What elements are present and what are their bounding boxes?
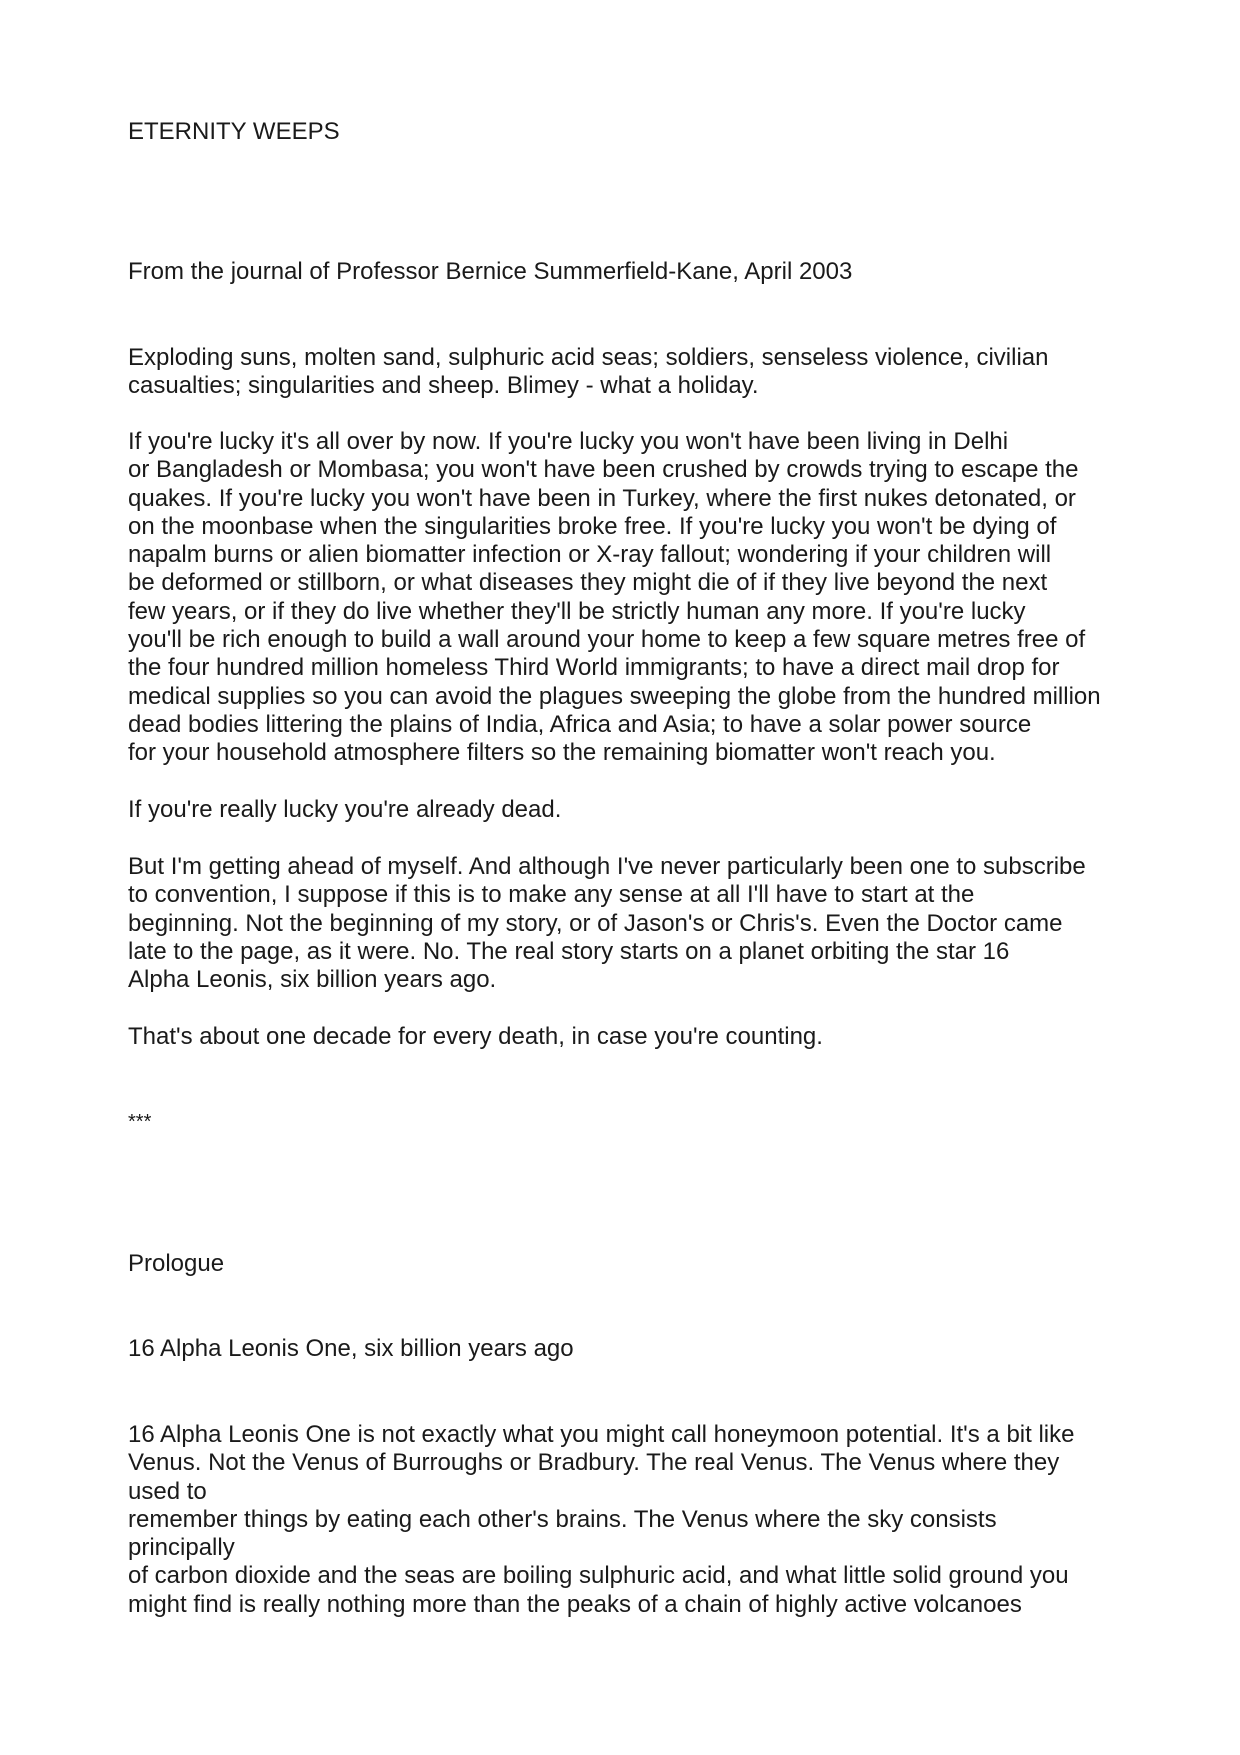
paragraph-line: That's about one decade for every death, in case you're counting. [128,1023,823,1050]
journal-heading: From the journal of Professor Bernice Summerfield-Kane, April 2003 [128,258,853,285]
paragraph-line: remember things by eating each other's brains. The Venus where the sky consists [128,1505,997,1533]
paragraph-line: for your household atmosphere filters so the remaining biomatter won't reach you. [128,739,996,767]
paragraph [128,1023,1128,1051]
paragraph [128,853,1128,994]
document-title: ETERNITY WEEPS [128,118,340,145]
paragraph-line: be deformed or stillborn, or what diseases they might die of if they live beyond the next [128,569,1048,597]
paragraph-line: quakes. If you're lucky you won't have been in Turkey, where the first nukes detonated, or [128,484,1076,512]
paragraph-line: napalm burns or alien biomatter infection or X-ray fallout; wondering if your children will [128,541,1052,569]
chapter-title: Prologue [128,1250,225,1277]
paragraph-line: beginning. Not the beginning of my story, or of Jason's or Chris's. Even the Doctor came [128,909,1063,937]
section-separator: *** [128,1111,152,1133]
paragraph-line: If you're lucky it's all over by now. If you're lucky you won't have been living in Delhi [128,428,1009,455]
paragraph-line: might find is really nothing more than the peaks of a chain of highly active volcanoes [128,1590,1022,1618]
paragraph [128,428,1128,768]
paragraph-line: of carbon dioxide and the seas are boiling sulphuric acid, and what little solid ground you [128,1562,1069,1590]
chapter-subtitle: 16 Alpha Leonis One, six billion years ago [128,1335,574,1362]
paragraph-line: If you're really lucky you're already dead. [128,796,562,823]
paragraph-line: Alpha Leonis, six billion years ago. [128,966,497,994]
paragraph-line: or Bangladesh or Mombasa; you won't have been crushed by crowds trying to escape the [128,456,1079,484]
paragraph-line: medical supplies so you can avoid the plagues sweeping the globe from the hundred million [128,682,1101,710]
paragraph-line: casualties; singularities and sheep. Blimey - what a holiday. [128,372,759,400]
paragraph-line: used to [128,1477,207,1505]
paragraph [128,344,1128,401]
paragraph-line: the four hundred million homeless Third World immigrants; to have a direct mail drop for [128,654,1060,682]
paragraph-line: 16 Alpha Leonis One is not exactly what you might call honeymoon potential. It's a bit like [128,1421,1075,1448]
paragraph-line: Exploding suns, molten sand, sulphuric acid seas; soldiers, senseless violence, civilian [128,344,1049,371]
paragraph-line: on the moonbase when the singularities broke free. If you're lucky you won't be dying of [128,512,1057,540]
paragraph-line: Venus. Not the Venus of Burroughs or Bradbury. The real Venus. The Venus where they [128,1449,1060,1477]
paragraph-line: late to the page, as it were. No. The real story starts on a planet orbiting the star 16 [128,937,1010,965]
paragraph-line: But I'm getting ahead of myself. And although I've never particularly been one to subscribe [128,853,1086,880]
paragraph-line: dead bodies littering the plains of India, Africa and Asia; to have a solar power source [128,710,1032,738]
paragraph-line: to convention, I suppose if this is to make any sense at all I'll have to start at the [128,881,975,909]
paragraph [128,1421,1128,1619]
paragraph [128,796,1128,824]
paragraph-line: principally [128,1534,235,1562]
paragraph-line: you'll be rich enough to build a wall around your home to keep a few square metres free of [128,626,1086,654]
paragraph-line: few years, or if they do live whether they'll be strictly human any more. If you're lucky [128,597,1026,625]
